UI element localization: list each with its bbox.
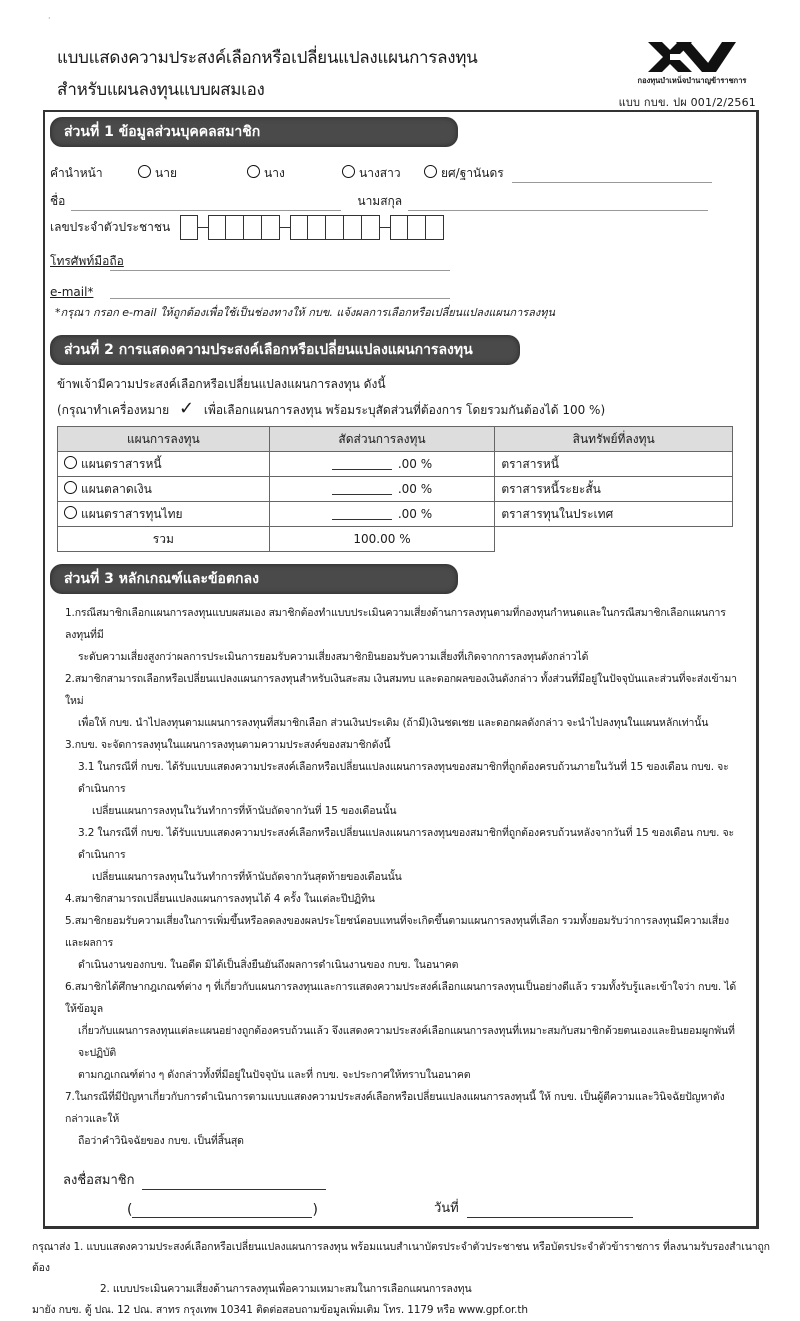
term-line: 3.2 ในกรณีที่ กบข. ได้รับแบบแสดงความประสงค์เลือกหรือเปลี่ยนแปลงแผนการลงทุนของสมาชิกที่ถูกต้องครบถ้วนหลังจากวันที่ 15 ของเดือน กบข. จะดำเนินการ (78, 827, 735, 861)
radio-icon (342, 165, 355, 178)
plan-option-debt[interactable]: แผนตราสารหนี้ (58, 452, 270, 477)
ratio-cell: .00 % (269, 502, 495, 527)
email-note: *กรุณา กรอก e-mail ให้ถูกต้องเพื่อใช้เป็นช่องทางให้ กบข. แจ้งผลการเลือกหรือเปลี่ยนแปลงแผนการลงทุน (55, 306, 556, 319)
term-line: ดำเนินงานของกบข. ในอดีต มิได้เป็นสิ่งยืนยันถึงผลการดำเนินงานของ กบข. ในอนาคต (78, 959, 459, 971)
form-title: แบบแสดงความประสงค์เลือกหรือเปลี่ยนแปลงแผนการลงทุน (57, 48, 478, 68)
id-digit-box[interactable] (308, 215, 326, 240)
radio-icon (247, 165, 260, 178)
prefix-option-rank[interactable]: ยศ/ฐานันดร (424, 164, 504, 183)
phone-label: โทรศัพท์มือถือ (50, 254, 124, 268)
section2-heading: ส่วนที่ 2 การแสดงความประสงค์เลือกหรือเปลี่ยนแปลงแผนการลงทุน (50, 335, 520, 365)
phone-row (50, 243, 750, 271)
id-digit-box[interactable] (326, 215, 344, 240)
table-row (58, 477, 733, 502)
term-line: 4.สมาชิกสามารถเปลี่ยนแปลงแผนการลงทุนได้ 4 ครั้ง ในแต่ละปีปฏิทิน (65, 893, 375, 905)
rank-field[interactable] (512, 168, 712, 183)
id-separator (380, 227, 390, 228)
id-digit-box[interactable] (262, 215, 280, 240)
prefix-option-mrs[interactable]: นาง (247, 164, 342, 183)
total-label: รวม (58, 527, 270, 552)
column-header-ratio: สัดส่วนการลงทุน (269, 427, 495, 452)
term-line: เปลี่ยนแผนการลงทุนในวันทำการที่ห้านับถัดจากวันที่ 15 ของเดือนนั้น (92, 805, 397, 817)
radio-icon (64, 456, 77, 469)
id-row (50, 211, 750, 243)
id-digit-box[interactable] (362, 215, 380, 240)
id-digit-box[interactable] (408, 215, 426, 240)
term-line: 2.สมาชิกสามารถเลือกหรือเปลี่ยนแปลงแผนการลงทุนสำหรับเงินสะสม เงินสมทบ และดอกผลของเงินดังกล่าว ทั้งส่วนที่มีอยู่ในปัจจุบันและส่วนที่จะส่งเข้ามาใหม่ (65, 673, 737, 707)
radio-icon (138, 165, 151, 178)
footer-line-3: มายัง กบข. ตู้ ปณ. 12 ปณ. สาทร กรุงเทพ 10341 ติดต่อสอบถามข้อมูลเพิ่มเติม โทร. 1179 หรือ www.gpf.or.th (32, 1304, 528, 1316)
form-subtitle: สำหรับแผนลงทุนแบบผสมเอง (57, 80, 265, 100)
prefix-option-miss[interactable]: นางสาว (342, 164, 424, 183)
id-digit-box[interactable] (244, 215, 262, 240)
id-separator (198, 227, 208, 228)
ratio-cell: .00 % (269, 452, 495, 477)
id-digit-box[interactable] (208, 215, 226, 240)
id-digit-box[interactable] (290, 215, 308, 240)
scan-speck: · (48, 14, 51, 23)
id-digit-box[interactable] (226, 215, 244, 240)
email-label: e-mail* (50, 285, 94, 299)
ratio-input[interactable] (332, 469, 392, 470)
term-line: 5.สมาชิกยอมรับความเสี่ยงในการเพิ่มขึ้นหรือลดลงของผลประโยชน์ตอบแทนที่จะเกิดขึ้นตามแผนการลงทุนที่เลือก รวมทั้งยอมรับว่าการลงทุนมีความเสี่ยงและผลการ (65, 915, 730, 949)
investment-plan-table (57, 426, 733, 552)
id-group-4 (390, 215, 444, 240)
id-digit-box[interactable] (180, 215, 198, 240)
prefix-label: คำนำหน้า (50, 166, 103, 180)
asset-cell: ตราสารทุนในประเทศ (495, 502, 733, 527)
date-field[interactable] (467, 1203, 633, 1218)
term-line: ตามกฎเกณฑ์ต่าง ๆ ดังกล่าวทั้งที่มีอยู่ในปัจจุบัน และที่ กบข. จะประกาศให้ทราบในอนาคต (78, 1069, 471, 1081)
signature-field[interactable] (142, 1175, 326, 1190)
ratio-input[interactable] (332, 494, 392, 495)
prefix-row (50, 155, 750, 183)
radio-icon (424, 165, 437, 178)
id-group-3 (290, 215, 380, 240)
ratio-cell: .00 % (269, 477, 495, 502)
section3-heading: ส่วนที่ 3 หลักเกณฑ์และข้อตกลง (50, 564, 458, 594)
empty-cell (495, 527, 733, 552)
term-line: 6.สมาชิกได้ศึกษากฎเกณฑ์ต่าง ๆ ที่เกี่ยวกับแผนการลงทุนและการแสดงความประสงค์เลือกแผนการลงทุนเป็นอย่างดีแล้ว รวมทั้งรับรู้และเข้าใจว่า กบข. ได้ให้ข้อมูล (65, 981, 737, 1015)
prefix-option-mr[interactable]: นาย (138, 164, 247, 183)
phone-field[interactable] (110, 256, 450, 271)
submission-instructions (32, 1237, 772, 1321)
printed-name-row (63, 1190, 750, 1218)
name-label: ชื่อ (50, 194, 66, 208)
term-line: เกี่ยวกับแผนการลงทุนแต่ละแผนอย่างถูกต้องครบถ้วนแล้ว จึงแสดงความประสงค์เลือกแผนการลงทุนที่เหมาะสมกับสมาชิกด้วยตนเองและยินยอมผูกพันที่จะปฏิบัติ (78, 1025, 735, 1059)
surname-field[interactable] (408, 196, 708, 211)
section2-instruction: (กรุณาทำเครื่องหมาย ✓ เพื่อเลือกแผนการลงทุน พร้อมระบุสัดส่วนที่ต้องการ โดยรวมกันต้องได้ 100 %) (57, 398, 606, 419)
citizen-id-input[interactable] (180, 215, 444, 240)
logo-subtitle: กองทุนบำเหน็จบำนาญข้าราชการ (637, 76, 747, 85)
table-total-row (58, 527, 733, 552)
form-box (43, 110, 759, 1229)
printed-name-field[interactable] (132, 1203, 312, 1218)
footer-line-1: กรุณาส่ง 1. แบบแสดงความประสงค์เลือกหรือเปลี่ยนแปลงแผนการลงทุน พร้อมแนบสำเนาบัตรประจำตัวประชาชน หรือบัตรประจำตัวข้าราชการ ที่ลงนามรับรองสำเนาถูกต้อง (32, 1241, 770, 1274)
checkmark-icon: ✓ (178, 398, 195, 419)
column-header-asset: สินทรัพย์ที่ลงทุน (495, 427, 733, 452)
term-line: ระดับความเสี่ยงสูงกว่าผลการประเมินการยอมรับความเสี่ยงสมาชิกยินยอมรับความเสี่ยงที่เกิดจากการลงทุนดังกล่าวได้ (78, 651, 589, 663)
asset-cell: ตราสารหนี้ (495, 452, 733, 477)
term-line: 3.1 ในกรณีที่ กบข. ได้รับแบบแสดงความประสงค์เลือกหรือเปลี่ยนแปลงแผนการลงทุนของสมาชิกที่ถูกต้องครบถ้วนภายในวันที่ 15 ของเดือน กบข. จะดำเนินการ (78, 761, 729, 795)
terms-list (65, 602, 745, 1152)
total-value: 100.00 % (269, 527, 495, 552)
section1-heading: ส่วนที่ 1 ข้อมูลส่วนบุคคลสมาชิก (50, 117, 458, 147)
table-header-row (58, 427, 733, 452)
term-line: เปลี่ยนแผนการลงทุนในวันทำการที่ห้านับถัดจากวันสุดท้ายของเดือนนั้น (92, 871, 402, 883)
radio-icon (64, 481, 77, 494)
header (0, 10, 800, 110)
id-group-2 (208, 215, 280, 240)
id-digit-box[interactable] (344, 215, 362, 240)
signature-block (63, 1162, 750, 1218)
section2-intro: ข้าพเจ้ามีความประสงค์เลือกหรือเปลี่ยนแปลงแผนการลงทุน ดังนี้ (57, 377, 386, 391)
paren-open: ( (127, 1202, 133, 1218)
date-label: วันที่ (433, 1201, 459, 1216)
surname-label: นามสกุล (357, 194, 403, 208)
id-digit-box[interactable] (426, 215, 444, 240)
footer-line-2: 2. แบบประเมินความเสี่ยงด้านการลงทุนเพื่อความเหมาะสมในการเลือกแผนการลงทุน (100, 1283, 472, 1295)
name-row (50, 183, 750, 211)
ratio-input[interactable] (332, 519, 392, 520)
column-header-plan: แผนการลงทุน (58, 427, 270, 452)
plan-option-thai-equity[interactable]: แผนตราสารทุนไทย (58, 502, 270, 527)
term-line: 7.ในกรณีที่มีปัญหาเกี่ยวกับการดำเนินการตามแบบแสดงความประสงค์เลือกหรือเปลี่ยนแปลงแผนการลงทุนนี้ ให้ กบข. เป็นผู้ตีความและวินิจฉัยปัญหาดังกล่าวและให้ (65, 1091, 725, 1125)
term-line: 1.กรณีสมาชิกเลือกแผนการลงทุนแบบผสมเอง สมาชิกต้องทำแบบประเมินความเสี่ยงด้านการลงทุนตามที่กองทุนกำหนดและในกรณีสมาชิกเลือกแผนการลงทุนที่มี (65, 607, 726, 641)
gpf-logo (632, 40, 752, 87)
id-label: เลขประจำตัวประชาชน (50, 219, 171, 234)
name-field[interactable] (71, 196, 341, 211)
signature-row (63, 1162, 750, 1190)
email-field[interactable] (110, 284, 450, 299)
form-code: แบบ กบข. ปผ 001/2/2561 (618, 96, 756, 109)
term-line: ถือว่าคำวินิจฉัยของ กบข. เป็นที่สิ้นสุด (78, 1135, 244, 1147)
id-separator (280, 227, 290, 228)
paren-close: ) (312, 1202, 318, 1218)
id-digit-box[interactable] (390, 215, 408, 240)
plan-option-money-market[interactable]: แผนตลาดเงิน (58, 477, 270, 502)
email-row (50, 271, 750, 299)
id-group-1 (180, 215, 198, 240)
term-line: 3.กบข. จะจัดการลงทุนในแผนการลงทุนตามความประสงค์ของสมาชิกดังนี้ (65, 739, 391, 751)
radio-icon (64, 506, 77, 519)
signature-label: ลงชื่อสมาชิก (63, 1173, 135, 1188)
asset-cell: ตราสารหนี้ระยะสั้น (495, 477, 733, 502)
term-line: เพื่อให้ กบข. นำไปลงทุนตามแผนการลงทุนที่สมาชิกเลือก ส่วนเงินประเดิม (ถ้ามี)เงินชดเชย และดอกผลดังกล่าว จะนำไปลงทุนในแผนหลักเท่านั้น (78, 717, 709, 729)
gpf-logo-mark-icon (646, 40, 738, 74)
table-row (58, 502, 733, 527)
table-row (58, 452, 733, 477)
